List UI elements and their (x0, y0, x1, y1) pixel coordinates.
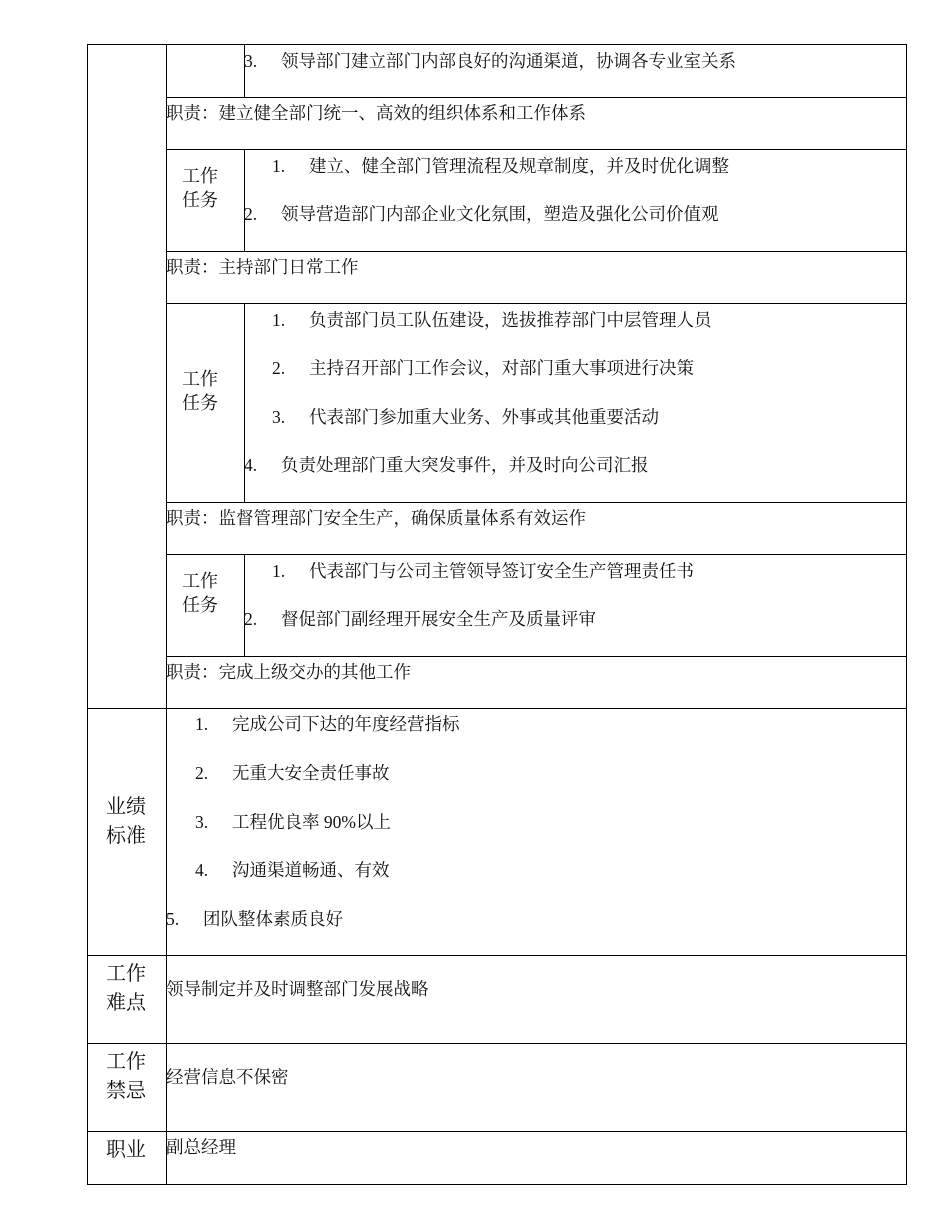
performance-label: 业绩标准 (106, 796, 146, 847)
row-divider (166, 149, 907, 150)
task-item: 1. 负责部门员工队伍建设，选拔推荐部门中层管理人员 (272, 310, 712, 330)
task-label: 工作任务 (182, 166, 218, 210)
taboo-text: 经营信息不保密 (166, 1067, 289, 1087)
task-item: 1. 建立、健全部门管理流程及规章制度，并及时优化调整 (272, 156, 729, 176)
duty-text: 职责：完成上级交办的其他工作 (166, 662, 411, 682)
duty-text: 职责：主持部门日常工作 (166, 257, 359, 277)
task-label-divider-1 (244, 149, 245, 251)
row-divider (166, 303, 907, 304)
row-divider (166, 251, 907, 252)
performance-item: 2. 无重大安全责任事故 (195, 763, 390, 783)
row-divider (166, 502, 907, 503)
task-label-divider-3 (244, 554, 245, 656)
task-label: 工作任务 (182, 571, 218, 615)
performance-item: 5. 团队整体素质良好 (166, 909, 343, 929)
career-label: 职业 (106, 1139, 146, 1161)
row-divider (166, 554, 907, 555)
task-item: 2. 主持召开部门工作会议，对部门重大事项进行决策 (272, 358, 694, 378)
task-item: 3. 代表部门参加重大业务、外事或其他重要活动 (272, 407, 659, 427)
duty-text: 职责：建立健全部门统一、高效的组织体系和工作体系 (166, 103, 586, 123)
task-item: 2. 督促部门副经理开展安全生产及质量评审 (244, 609, 596, 629)
performance-item: 4. 沟通渠道畅通、有效 (195, 860, 390, 880)
difficulty-text: 领导制定并及时调整部门发展战略 (166, 979, 429, 999)
taboo-label: 工作禁忌 (106, 1051, 146, 1102)
difficulty-label: 工作难点 (106, 963, 146, 1014)
section-divider (87, 1131, 907, 1132)
section-divider (87, 1043, 907, 1044)
section-divider (87, 708, 907, 709)
task-item: 3. 领导部门建立部门内部良好的沟通渠道，协调各专业室关系 (244, 51, 736, 71)
row-divider (166, 656, 907, 657)
duty-text: 职责：监督管理部门安全生产，确保质量体系有效运作 (166, 508, 586, 528)
task-label: 工作任务 (182, 369, 218, 413)
career-text: 副总经理 (166, 1137, 236, 1157)
row-divider (166, 97, 907, 98)
left-column-divider (166, 44, 167, 1185)
section-divider (87, 955, 907, 956)
task-item: 4. 负责处理部门重大突发事件，并及时向公司汇报 (244, 455, 649, 475)
task-item: 2. 领导营造部门内部企业文化氛围，塑造及强化公司价值观 (244, 204, 719, 224)
performance-item: 1. 完成公司下达的年度经营指标 (195, 714, 460, 734)
task-item: 1. 代表部门与公司主管领导签订安全生产管理责任书 (272, 561, 694, 581)
performance-item: 3. 工程优良率 90%以上 (195, 812, 391, 832)
